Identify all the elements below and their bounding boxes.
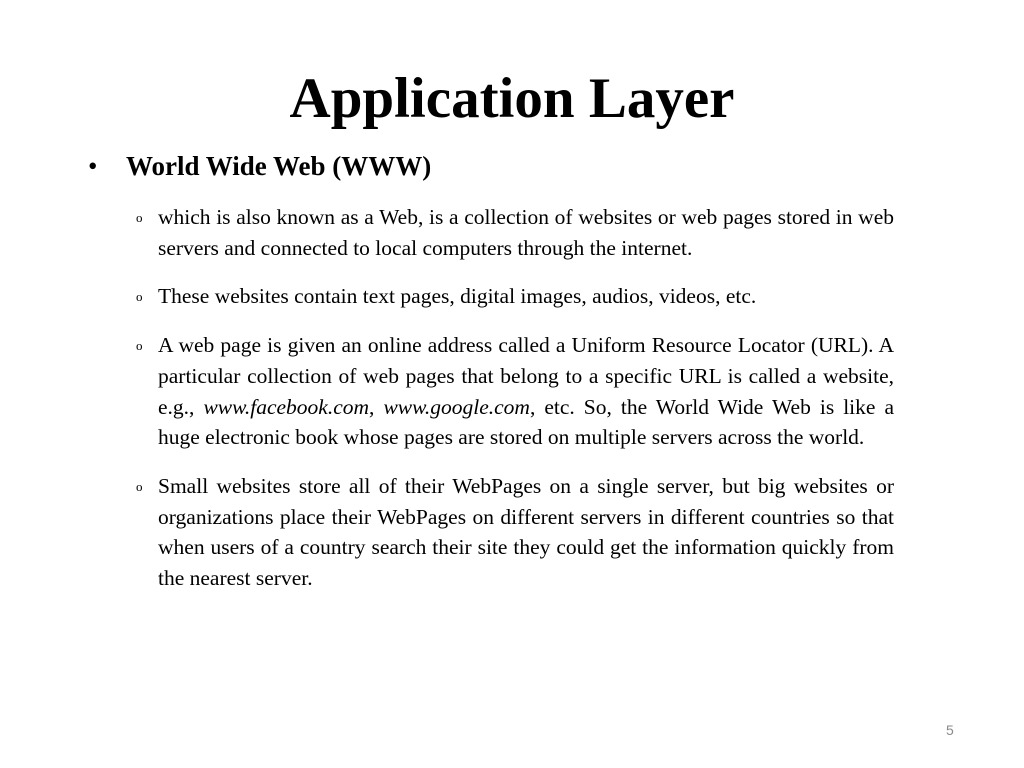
sub-bullet-web-definition: [136, 202, 894, 263]
circle-bullet-icon: o: [136, 338, 143, 354]
circle-bullet-icon: o: [136, 210, 143, 225]
sub-bullet-text: These websites contain text pages, digital images, audios, videos, etc.: [158, 284, 757, 309]
bullet-dot-icon: •: [88, 151, 98, 181]
sub-bullet-text-end: , etc. So, the World Wide Web is like a huge electronic book whose pages are stored on multiple servers across the world.: [158, 394, 895, 450]
slide-title: Application Layer: [289, 67, 735, 130]
example-link-facebook: www.facebook.com: [203, 394, 370, 419]
sub-bullet-url: [136, 330, 894, 453]
sub-bullet-content-types: [136, 281, 894, 312]
example-link-google: www.google.com: [383, 394, 530, 419]
sub-bullet-text-start: A web page is given an online address called a Uniform Resource Locator (URL). A particular collection of web pages that belong to a specific URL is called a website, e.g.,: [158, 333, 894, 419]
circle-bullet-icon: o: [136, 478, 143, 494]
circle-bullet-icon: o: [136, 289, 143, 305]
bullet-heading: World Wide Web (WWW): [126, 151, 432, 181]
sub-bullet-text: Small websites store all of their WebPages on a single server, but big websites or organizations place their WebPages on different servers in different countries so that when users of a country search their site they could get the information quickly from the nearest server.: [158, 473, 894, 591]
sub-bullet-list: [136, 202, 894, 612]
link-separator: ,: [369, 394, 384, 419]
page-number: 5: [946, 722, 954, 738]
main-bullet: [88, 148, 431, 184]
sub-bullet-text: which is also known as a Web, is a collection of websites or web pages stored in web servers and connected to local computers through the internet.: [158, 205, 894, 260]
sub-bullet-servers: [136, 471, 894, 594]
